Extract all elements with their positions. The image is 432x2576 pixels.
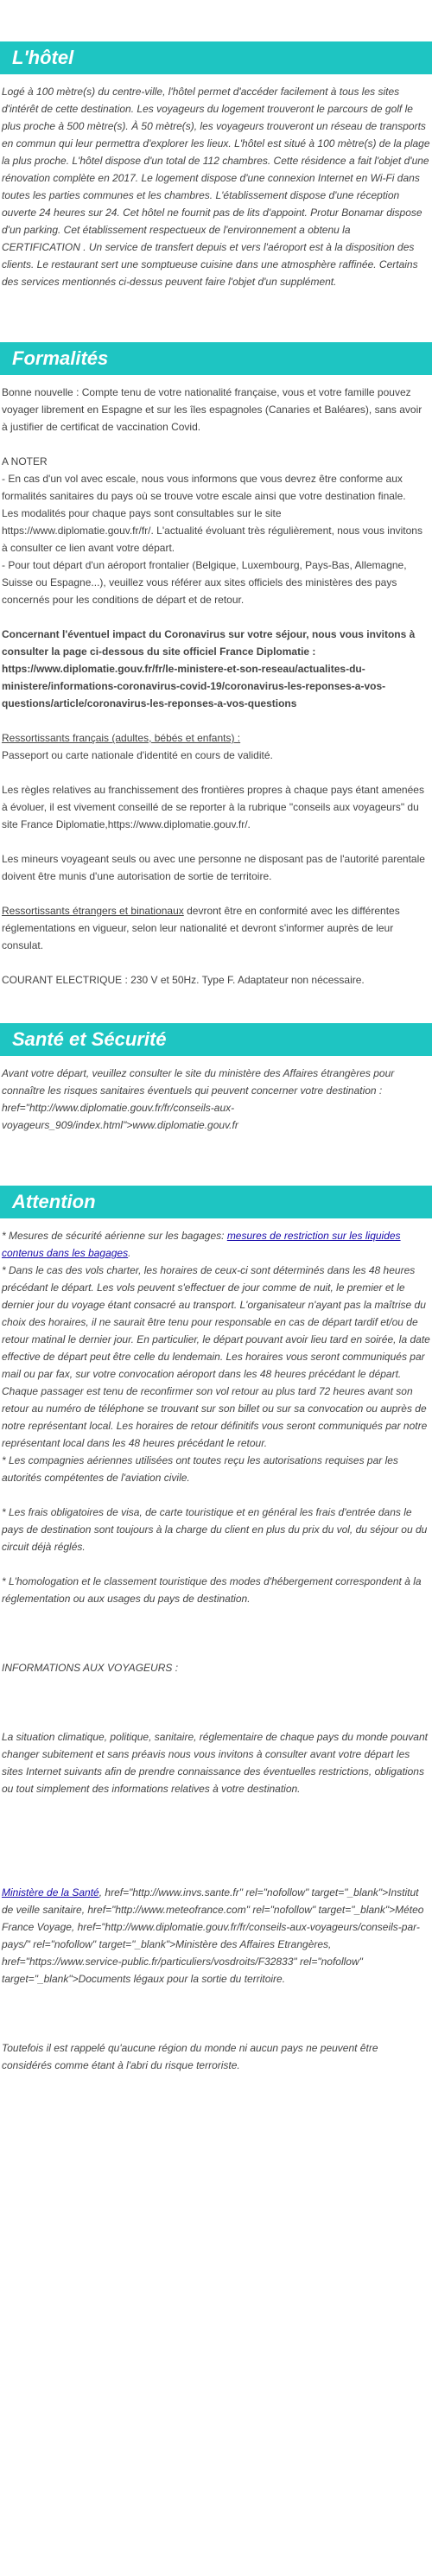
attention-liens-text: , href="http://www.invs.sante.fr" rel="nofollow" target="_blank">Institut de veille sanitaire, href="http://www.meteofrance.com" rel="nofollow" target="_blank">Méteo France Voyage, href="http://www.diplomatie.gouv.fr/fr/conseils-aux-voyageurs/conseils-par-pays/" rel="nofollow" target="_blank">Ministère des Affaires Etrangères, href="https://www.service-public.fr/particuliers/vosdroits/F32833" rel="nofollow" target="_blank">Documents légaux pour la sortie du territoire. xyxy=(2,1886,424,1985)
attention-frais: * Les frais obligatoires de visa, de carte touristique et en général les frais d'entrée dans le pays de destination sont toujours à la charge du client en plus du prix du vol, du séjour ou du circuit déjà réglés. xyxy=(2,1506,428,1553)
formalites-section xyxy=(0,384,432,989)
formalites-etrangers-text: devront être en conformité avec les différentes réglementations en vigueur, selon leur nationalité et devront s'informer auprès de leur consulat. xyxy=(2,905,400,951)
formalites-courant: COURANT ELECTRIQUE : 230 V et 50Hz. Type F. Adaptateur non nécessaire. xyxy=(2,974,365,986)
attention-terrorisme: Toutefois il est rappelé qu'aucune région du monde ni aucun pays ne peuvent être considérés comme étant à l'abri du risque terroriste. xyxy=(2,2042,378,2071)
formalites-section-title: Formalités xyxy=(0,342,432,375)
formalites-good-news: Bonne nouvelle : Compte tenu de votre nationalité française, vous et votre famille pouvez voyager librement en Espagne et sur les îles espagnoles (Canaries et Baléares), sans avoir à justifier de certificat de vaccination Covid. xyxy=(2,386,422,433)
attention-situation: La situation climatique, politique, sanitaire, réglementaire de chaque pays du monde pouvant changer subitement et sans préavis nous vous invitons à consulter avant votre départ les sites Internet suivants afin de prendre connaissance des éventuelles restrictions, obligations ou tout simplement des informations relatives à votre destination. xyxy=(2,1731,428,1795)
formalites-aeroport-frontalier: - Pour tout départ d'un aéroport frontalier (Belgique, Luxembourg, Pays-Bas, Allemagne, Suisse ou Espagne...), veuillez vous référer aux sites officiels des ministères des pays concernés pour les conditions de départ et de retour. xyxy=(2,559,407,606)
hotel-section xyxy=(0,83,432,290)
hotel-description: Logé à 100 mètre(s) du centre-ville, l'hôtel permet d'accéder facilement à tous les sites d'intérêt de cette destination. Les voyageurs du logement trouveront le parcours de golf le plus proche à 500 mètre(s). À 50 mètre(s), les voyageurs trouveront un réseau de transports en commun qui leur permettra d'explorer les lieux. L'hôtel est situé à 100 mètre(s) de la plage la plus proche. L'hôtel dispose d'un total de 112 chambres. Cette résidence a fait l'objet d'une rénovation complète en 2017. Le logement dispose d'une connexion Internet en Wi-Fi dans toutes les parties communes et les chambres. L'établissement dispose d'une réception ouverte 24 heures sur 24. Cet hôtel ne fournit pas de lits d'appoint. Protur Bonamar dispose d'un parking. Cet établissement respectueux de l'environnement a obtenu la CERTIFICATION . Un service de transfert depuis et vers l'aéroport est à la disposition des clients. Le restaurant sert une somptueuse cuisine dans une atmosphère raffinée. Certains des services mentionnés ci-dessus peuvent faire l'objet d'un supplément. xyxy=(2,86,430,288)
attention-bagages-text: * Mesures de sécurité aérienne sur les bagages: xyxy=(2,1230,227,1242)
attention-infos-voyageurs: INFORMATIONS AUX VOYAGEURS : xyxy=(2,1662,179,1674)
hotel-section-title: L'hôtel xyxy=(0,41,432,74)
formalites-mineurs: Les mineurs voyageant seuls ou avec une personne ne disposant pas de l'autorité parentale doivent être munis d'une autorisation de sortie de territoire. xyxy=(2,853,425,882)
attention-bagages xyxy=(2,1227,430,1262)
formalites-modalites: Les modalités pour chaque pays sont consultables sur le site https://www.diplomatie.gouv.fr/fr/. L'actualité évoluant très régulièrement, nous vous invitons à consulter ce lien avant votre départ. xyxy=(2,507,422,554)
ministere-sante-link[interactable]: Ministère de la Santé xyxy=(2,1886,99,1899)
formalites-coronavirus: Concernant l'éventuel impact du Coronavirus sur votre séjour, nous vous invitons à consulter la page ci-dessous du site officiel France Diplomatie : https://www.diplomatie.gouv.fr/fr/le-ministere-et-son-reseau/actualites-du-ministere/informations-coronavirus-covid-19/coronavirus-les-reponses-a-vos-questions/article/coronavirus-les-reponses-a-vos-questions xyxy=(2,628,416,709)
formalites-etrangers xyxy=(2,902,430,954)
formalites-etrangers-label: Ressortissants étrangers et binationaux xyxy=(2,905,184,917)
attention-homologation: * L'homologation et le classement touristique des modes d'hébergement correspondent à la réglementation ou aux usages du pays de destination. xyxy=(2,1575,422,1605)
attention-compagnies: * Les compagnies aériennes utilisées ont toutes reçu les autorisations requises par les autorités compétentes de l'aviation civile. xyxy=(2,1454,398,1484)
attention-section-title: Attention xyxy=(0,1186,432,1218)
attention-liens xyxy=(2,1884,430,1988)
liquides-restriction-link[interactable]: mesures de restriction sur les liquides contenus dans les bagages xyxy=(2,1230,401,1259)
formalites-a-noter: A NOTER xyxy=(2,455,48,467)
formalites-ressortissants-label: Ressortissants français (adultes, bébés et enfants) : xyxy=(2,732,241,744)
sante-text: Avant votre départ, veuillez consulter le site du ministère des Affaires étrangères pour connaître les risques sanitaires éventuels qui peuvent concerner votre destination : href="http://www.diplomatie.gouv.fr/fr/conseils-aux-voyageurs_909/index.html">www.diplomatie.gouv.fr xyxy=(2,1067,395,1131)
attention-bagages-end: . xyxy=(128,1247,131,1259)
attention-section xyxy=(0,1227,432,2074)
attention-charter: * Dans le cas des vols charter, les horaires de ceux-ci sont déterminés dans les 48 heures précédant le départ. Les vols peuvent s'effectuer de jour comme de nuit, le premier et le dernier jour du voyage étant consacré au transport. L'organisateur n'ayant pas la maîtrise du choix des horaires, il ne saurait être tenu pour responsable en cas de départ tardif et/ou de retour matinal le dernier jour. En particulier, le départ pouvant avoir lieu tard en soirée, la date effective de départ peut être celle du lendemain. Les horaires vous seront communiqués par mail ou par fax, sur votre convocation aéroport dans les 48 heures précédant le départ. Chaque passager est tenu de reconfirmer son vol retour au plus tard 72 heures avant son retour au numéro de téléphone se trouvant sur son billet ou sur sa convocation ou auprès de notre représentant local. Les horaires de retour définitifs vous seront communiqués par notre représentant local dans les 48 heures précédant le retour. xyxy=(2,1264,430,1449)
formalites-passeport: Passeport ou carte nationale d'identité en cours de validité. xyxy=(2,749,273,761)
formalites-regles: Les règles relatives au franchissement des frontières propres à chaque pays étant amenées à évoluer, il est vivement conseillé de se reporter à la rubrique "conseils aux voyageurs" du site France Diplomatie,https://www.diplomatie.gouv.fr/. xyxy=(2,784,424,830)
sante-section xyxy=(0,1065,432,1134)
formalites-escale: - En cas d'un vol avec escale, nous vous informons que vous devrez être conforme aux formalités sanitaires du pays où se trouve votre escale ainsi que votre destination finale. xyxy=(2,473,406,502)
sante-section-title: Santé et Sécurité xyxy=(0,1023,432,1056)
